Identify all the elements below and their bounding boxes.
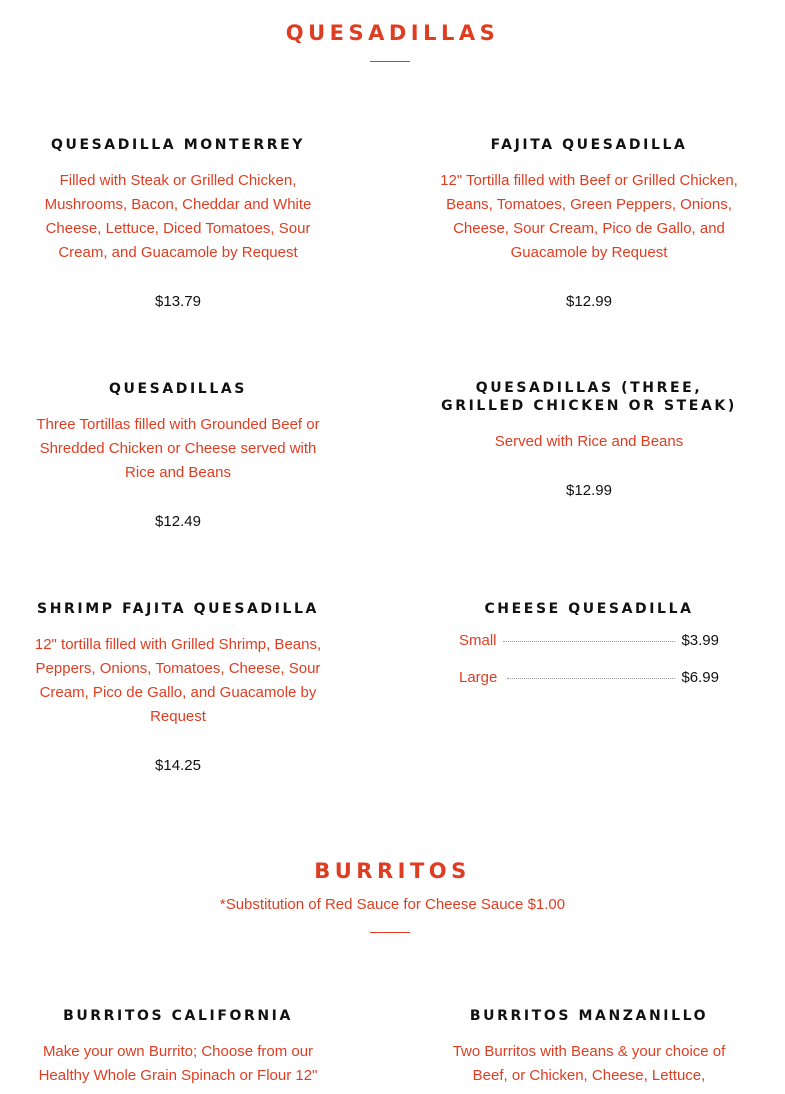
menu-item-burritos-california: [24, 1007, 332, 1088]
item-description: Three Tortillas filled with Grounded Beef or Shredded Chicken or Cheese served with Rice and Beans: [36, 416, 320, 481]
menu-item-shrimp-fajita-quesadilla: [28, 600, 328, 776]
item-name: SHRIMP FAJITA QUESADILLA: [37, 601, 319, 617]
item-price: $12.99: [566, 482, 612, 499]
item-price: $14.25: [155, 757, 201, 774]
size-label: Large: [459, 669, 498, 686]
item-description: 12" Tortilla filled with Beef or Grilled Chicken, Beans, Tomatoes, Green Peppers, Onions, Cheese, Sour Cream, Pico de Gallo, and Guacamole by Request: [440, 172, 738, 261]
menu-item-fajita-quesadilla: [439, 136, 739, 312]
item-description: Two Burritos with Beans & your choice of Beef, or Chicken, Cheese, Lettuce,: [452, 1043, 726, 1084]
menu-item-quesadillas: [28, 380, 328, 532]
section-divider: [370, 61, 410, 62]
size-label: Small: [459, 632, 497, 649]
item-price: $12.49: [155, 513, 201, 530]
size-row-small: [459, 631, 719, 651]
burritos-note: *Substitution of Red Sauce for Cheese Sauce $1.00: [219, 896, 566, 913]
item-name: BURRITOS CALIFORNIA: [63, 1008, 293, 1024]
item-name: BURRITOS MANZANILLO: [469, 1008, 709, 1024]
dot-leader: [507, 678, 675, 679]
size-row-large: [459, 668, 719, 688]
menu-item-quesadilla-monterrey: [28, 136, 328, 312]
menu-item-quesadillas-three: [435, 379, 743, 501]
menu-item-burritos-manzanillo: [439, 1007, 739, 1088]
item-description: Filled with Steak or Grilled Chicken, Mushrooms, Bacon, Cheddar and White Cheese, Lettuce, Diced Tomatoes, Sour Cream, and Guacamole by Request: [44, 172, 312, 261]
item-name: QUESADILLAS: [109, 381, 247, 397]
item-name: CHEESE QUESADILLA: [484, 601, 694, 617]
item-name: QUESADILLA MONTERREY: [50, 137, 306, 153]
item-price: $12.99: [566, 293, 612, 310]
size-price: $3.99: [681, 632, 719, 649]
item-name: FAJITA QUESADILLA: [490, 137, 688, 153]
item-description: Make your own Burrito; Choose from our Healthy Whole Grain Spinach or Flour 12": [38, 1043, 318, 1084]
item-name: QUESADILLAS (THREE, GRILLED CHICKEN OR STEAK): [441, 380, 737, 414]
section-title-quesadillas: QUESADILLAS: [285, 21, 500, 45]
section-title-burritos: BURRITOS: [314, 859, 471, 883]
item-description: Served with Rice and Beans: [494, 433, 684, 450]
item-price: $13.79: [155, 293, 201, 310]
menu-item-cheese-quesadilla: [439, 600, 739, 618]
size-price: $6.99: [681, 669, 719, 686]
item-description: 12" tortilla filled with Grilled Shrimp, Beans, Peppers, Onions, Tomatoes, Cheese, Sour Cream, Pico de Gallo, and Guacamole by Request: [34, 636, 322, 725]
section-divider: [370, 932, 410, 933]
dot-leader: [503, 641, 676, 642]
